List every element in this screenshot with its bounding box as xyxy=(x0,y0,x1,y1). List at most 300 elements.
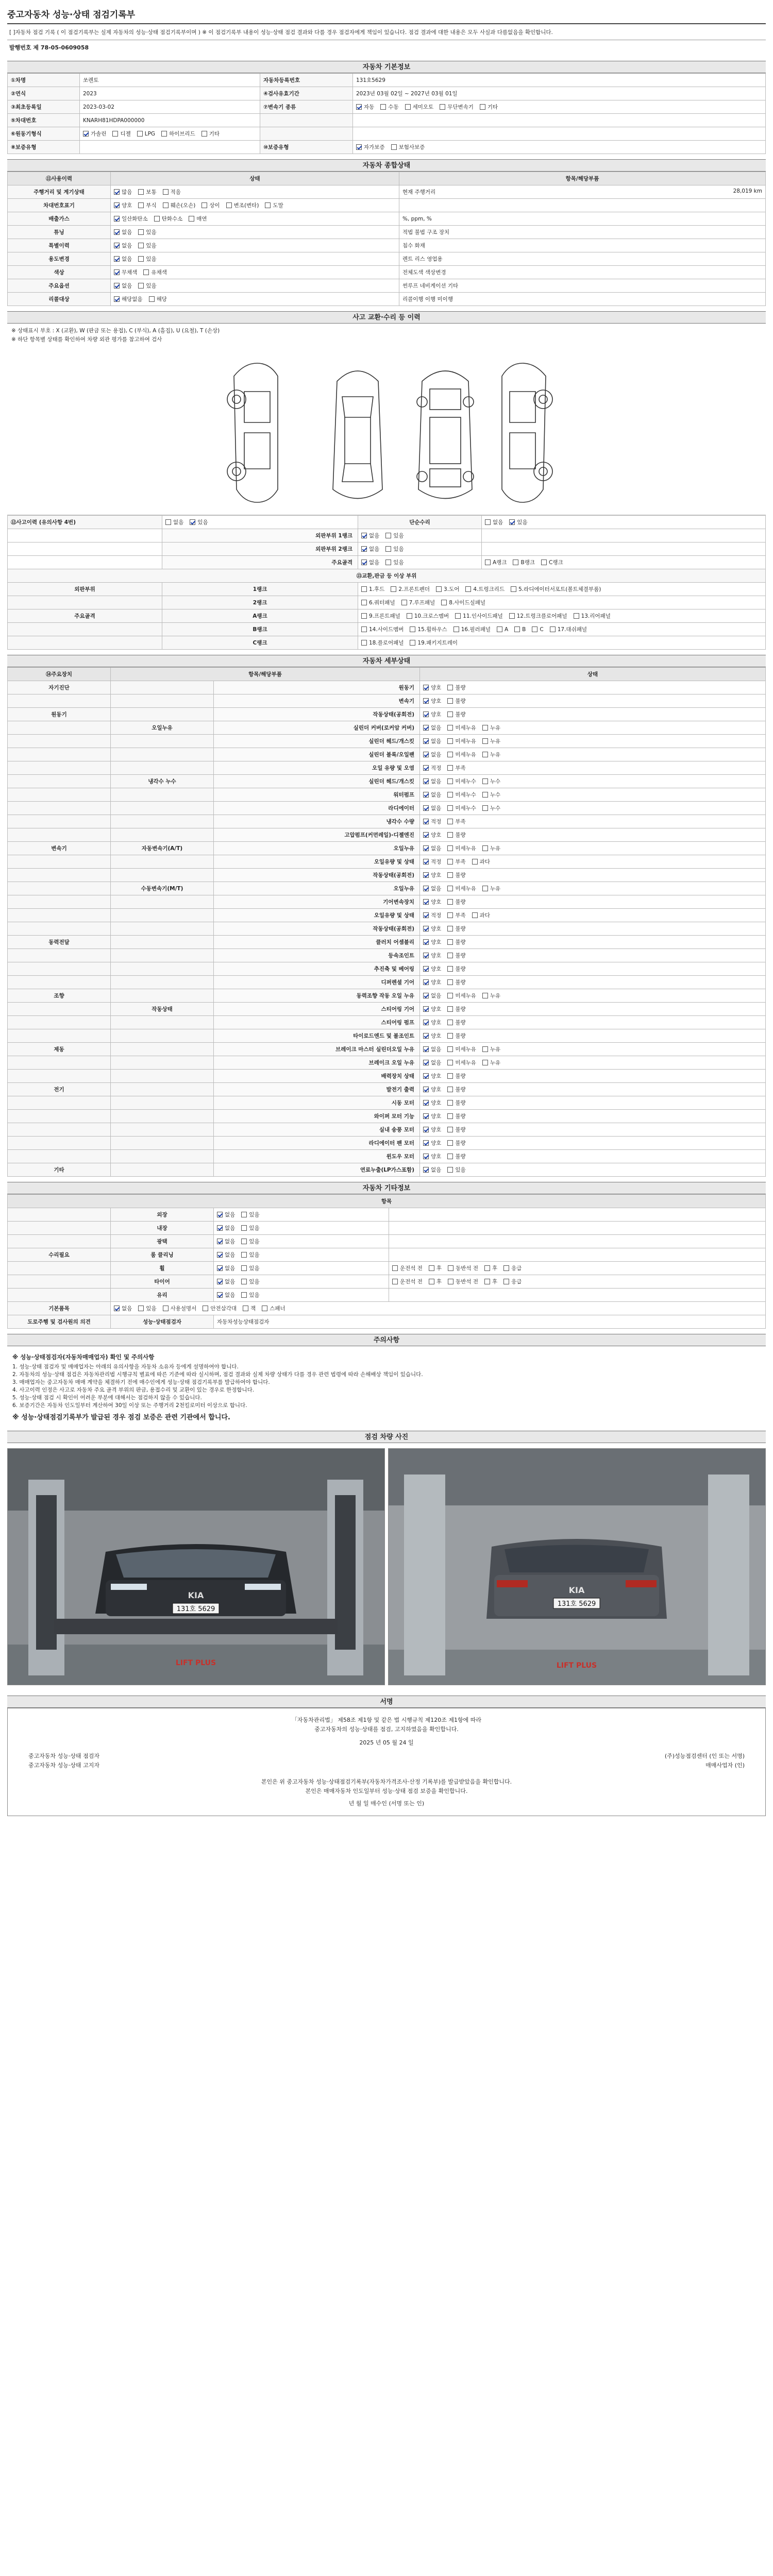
option-label: 미세누유 xyxy=(455,725,476,731)
basic-key: ②연식 xyxy=(8,87,80,100)
option xyxy=(407,612,449,620)
option-label: 해당 xyxy=(156,296,167,302)
option-label: 양호 xyxy=(431,966,442,972)
option xyxy=(226,201,259,209)
option xyxy=(484,1264,497,1272)
option xyxy=(511,585,601,593)
checkbox-checked-icon xyxy=(423,926,429,931)
option xyxy=(436,585,459,593)
parts-rank: C랭크 xyxy=(162,636,358,650)
option-label: 미세누수 xyxy=(455,805,476,811)
detail-col3: 상태 xyxy=(420,668,766,681)
photo-row xyxy=(7,1443,766,1690)
checkbox-icon xyxy=(447,711,453,717)
option xyxy=(447,911,465,919)
option xyxy=(217,1291,235,1299)
basic-value xyxy=(80,141,260,154)
option xyxy=(447,710,465,718)
overall-note: 침수 화재 xyxy=(402,243,425,249)
detail-state xyxy=(420,1150,766,1163)
option-label: 매연 xyxy=(196,216,207,222)
option xyxy=(447,925,465,933)
detail-row xyxy=(8,1016,766,1029)
other-row xyxy=(8,1235,766,1248)
detail-state xyxy=(420,1096,766,1110)
checkbox-icon xyxy=(447,859,453,865)
checkbox-icon xyxy=(440,104,445,110)
option-label: 후 xyxy=(492,1265,498,1272)
option-label: 양호 xyxy=(431,1140,442,1146)
detail-row xyxy=(8,922,766,936)
option xyxy=(423,965,441,973)
option-label: 불량 xyxy=(455,685,466,691)
sign-section-title: 서명 xyxy=(7,1696,766,1708)
parts-rank: B랭크 xyxy=(162,623,358,636)
option xyxy=(447,684,465,691)
overall-key: 용도변경 xyxy=(8,252,111,266)
option xyxy=(423,1072,441,1080)
checkbox-checked-icon xyxy=(423,979,429,985)
option xyxy=(447,1153,465,1160)
basic-key xyxy=(260,127,353,141)
checkbox-icon xyxy=(484,1279,490,1284)
checkbox-icon xyxy=(226,202,232,208)
plate-1: 131호 5629 xyxy=(176,1605,215,1613)
checkbox-icon xyxy=(447,765,453,771)
checkbox-checked-icon xyxy=(423,765,429,771)
checkbox-checked-icon xyxy=(423,685,429,690)
detail-item: 시동 모터 xyxy=(214,1096,420,1110)
detail-sub xyxy=(111,708,214,721)
option-label: 없음 xyxy=(225,1279,236,1285)
car-frame-icon xyxy=(417,371,474,499)
checkbox-checked-icon xyxy=(423,899,429,905)
parts-list xyxy=(358,623,766,636)
option xyxy=(423,764,441,772)
option xyxy=(447,1019,465,1026)
other-key: 광택 xyxy=(111,1235,214,1248)
overall-note: 렌트 리스 영업용 xyxy=(402,256,443,262)
option xyxy=(380,103,398,111)
checkbox-icon xyxy=(262,1306,267,1311)
detail-state xyxy=(420,815,766,828)
option xyxy=(391,585,430,593)
option xyxy=(423,911,441,919)
detail-row xyxy=(8,721,766,735)
option xyxy=(114,268,137,276)
option xyxy=(447,818,465,825)
detail-row xyxy=(8,681,766,694)
option-label: 탄화수소 xyxy=(161,216,183,222)
checkbox-icon xyxy=(165,519,171,525)
option xyxy=(423,684,441,691)
option xyxy=(447,1032,465,1040)
option-label: 11.인사이드패널 xyxy=(463,613,503,619)
detail-sub: 수동변속기(M/T) xyxy=(111,882,214,895)
option-label: 양호 xyxy=(431,926,442,932)
option xyxy=(241,1291,259,1299)
detail-group xyxy=(8,882,111,895)
detail-item: 기어변속장치 xyxy=(214,895,420,909)
detail-sub xyxy=(111,1110,214,1123)
option-label: 18.플로어패널 xyxy=(369,640,404,646)
overall-key: 색상 xyxy=(8,266,111,279)
overall-note: 리콜이행 이행 미이행 xyxy=(402,296,453,302)
option xyxy=(423,1126,441,1133)
option xyxy=(138,188,156,196)
detail-row xyxy=(8,708,766,721)
parts-row xyxy=(8,596,766,609)
tools-value xyxy=(111,1302,766,1315)
other-col: 항목 xyxy=(8,1195,766,1208)
option-label: 없음 xyxy=(225,1265,236,1272)
option xyxy=(114,215,148,223)
checkbox-checked-icon xyxy=(423,819,429,824)
option xyxy=(532,626,543,633)
option xyxy=(401,599,435,606)
checkbox-icon xyxy=(447,912,453,918)
checkbox-icon xyxy=(163,1306,169,1311)
option xyxy=(447,791,476,799)
checkbox-icon xyxy=(511,586,516,592)
detail-item: 변속기 xyxy=(214,694,420,708)
option xyxy=(423,898,441,906)
checkbox-icon xyxy=(447,778,453,784)
parts-group xyxy=(8,636,162,650)
detail-row xyxy=(8,1043,766,1056)
option-label: 없음 xyxy=(431,1167,442,1173)
parts-group-label: ⑬교환,판금 등 이상 부위 xyxy=(8,569,766,583)
option-label: 상이 xyxy=(209,202,220,209)
detail-state xyxy=(420,989,766,1003)
car-side-right-icon xyxy=(502,363,552,502)
detail-sub xyxy=(111,1150,214,1163)
option xyxy=(482,804,500,812)
option-label: 가솔린 xyxy=(91,131,107,137)
detail-group: 변속기 xyxy=(8,842,111,855)
option xyxy=(447,1059,476,1066)
detail-item: 작동상태(공회전) xyxy=(214,922,420,936)
detail-row xyxy=(8,735,766,748)
option xyxy=(392,1264,423,1272)
overall-key: 주요옵션 xyxy=(8,279,111,293)
option xyxy=(423,952,441,959)
basic-value xyxy=(80,127,260,141)
overall-note: 전체도색 색상변경 xyxy=(402,269,446,276)
detail-group xyxy=(8,1003,111,1016)
option-label: 있음 xyxy=(249,1239,260,1245)
detail-group xyxy=(8,721,111,735)
checkbox-icon xyxy=(138,189,144,195)
other-row xyxy=(8,1222,766,1235)
checkbox-checked-icon xyxy=(423,966,429,972)
checkbox-checked-icon xyxy=(423,1167,429,1173)
overall-key: 특별이력 xyxy=(8,239,111,252)
plate-2: 131호 5629 xyxy=(557,1600,596,1608)
checkbox-checked-icon xyxy=(423,752,429,757)
detail-sub xyxy=(111,815,214,828)
detail-item: 클러치 어셈블리 xyxy=(214,936,420,949)
option-label: 있음 xyxy=(146,283,157,289)
option-label: 세미오토 xyxy=(412,104,434,110)
detail-group xyxy=(8,788,111,802)
option-label: 동반석 전 xyxy=(456,1265,478,1272)
detail-row xyxy=(8,802,766,815)
option xyxy=(423,1019,441,1026)
detail-group xyxy=(8,735,111,748)
detail-state xyxy=(420,802,766,815)
option-label: 과다 xyxy=(479,859,490,865)
option xyxy=(423,1099,441,1107)
detail-state xyxy=(420,788,766,802)
checkbox-icon xyxy=(447,685,453,690)
detail-group xyxy=(8,1150,111,1163)
checkbox-icon xyxy=(441,600,447,605)
detail-section-title: 자동차 세부상태 xyxy=(7,655,766,667)
checkbox-icon xyxy=(405,104,411,110)
detail-state xyxy=(420,976,766,989)
checkbox-icon xyxy=(447,979,453,985)
detail-state xyxy=(420,1137,766,1150)
option xyxy=(472,911,490,919)
checkbox-icon xyxy=(391,586,396,592)
option-label: 없음 xyxy=(122,1306,132,1312)
checkbox-icon xyxy=(480,104,485,110)
checkbox-icon xyxy=(138,202,144,208)
checkbox-icon xyxy=(447,872,453,878)
other-group xyxy=(8,1222,111,1235)
detail-sub xyxy=(111,1029,214,1043)
checkbox-icon xyxy=(447,1060,453,1065)
option xyxy=(447,858,465,866)
detail-sub: 자동변속기(A/T) xyxy=(111,842,214,855)
parts-list xyxy=(358,636,766,650)
option-label: 누유 xyxy=(490,752,501,758)
detail-item: 라디에이터 팬 모터 xyxy=(214,1137,420,1150)
checkbox-icon xyxy=(509,613,515,619)
detail-state xyxy=(420,761,766,775)
option xyxy=(448,1264,478,1272)
checkbox-icon xyxy=(149,296,155,302)
option xyxy=(154,215,183,223)
basic-key xyxy=(260,114,353,127)
option-label: 응급 xyxy=(511,1265,522,1272)
detail-sub xyxy=(111,895,214,909)
cert-number xyxy=(7,40,766,56)
option-label: 6.쿼터패널 xyxy=(369,600,395,606)
option-label: 없음 xyxy=(431,752,442,758)
other-section-title: 자동차 기타정보 xyxy=(7,1182,766,1194)
checkbox-checked-icon xyxy=(356,144,362,150)
detail-state xyxy=(420,828,766,842)
option xyxy=(480,103,498,111)
overall-extra xyxy=(399,279,766,293)
checkbox-icon xyxy=(447,1033,453,1039)
opt: 없음 xyxy=(173,519,184,526)
checkbox-icon xyxy=(385,546,391,552)
checkbox-icon xyxy=(482,1046,488,1052)
parts-group xyxy=(8,596,162,609)
detail-state xyxy=(420,1043,766,1056)
overall-section-title: 자동차 종합상태 xyxy=(7,159,766,172)
option xyxy=(114,282,132,290)
checkbox-icon xyxy=(391,144,397,150)
checkbox-checked-icon xyxy=(423,832,429,838)
option xyxy=(447,844,476,852)
option xyxy=(241,1264,259,1272)
option xyxy=(241,1238,259,1245)
checkbox-icon xyxy=(447,1167,453,1173)
detail-item: 윈도우 모터 xyxy=(214,1150,420,1163)
notes-heading: ※ 성능·상태점검자(자동차매매업자) 확인 및 주의사항 xyxy=(12,1353,155,1361)
option-label: 없음 xyxy=(431,993,442,999)
option xyxy=(497,626,508,633)
checkbox-checked-icon xyxy=(423,778,429,784)
opt: 있음 xyxy=(197,519,208,526)
checkbox-checked-icon xyxy=(361,533,367,538)
detail-group: 원동기 xyxy=(8,708,111,721)
option-label: 누유 xyxy=(490,1060,501,1066)
option xyxy=(447,1005,465,1013)
checkbox-icon xyxy=(447,725,453,731)
option-label: 변조(변타) xyxy=(233,202,259,209)
parts-row xyxy=(8,623,766,636)
checkbox-checked-icon xyxy=(423,886,429,891)
other-group xyxy=(8,1235,111,1248)
other-key: 룸 클리닝 xyxy=(111,1248,214,1262)
detail-item: 디퍼렌셜 기어 xyxy=(214,976,420,989)
option xyxy=(447,1166,465,1174)
checkbox-checked-icon xyxy=(217,1225,223,1231)
option-label: 19.패키지트레이 xyxy=(417,640,458,646)
option xyxy=(163,188,181,196)
overall-row xyxy=(8,185,766,199)
option-label: 불량 xyxy=(455,1087,466,1093)
option-label: 불량 xyxy=(455,1006,466,1012)
option xyxy=(423,777,441,785)
checkbox-icon xyxy=(447,1100,453,1106)
option-label: 12.트렁크플로어패널 xyxy=(516,613,567,619)
detail-group xyxy=(8,1137,111,1150)
checkbox-icon xyxy=(447,886,453,891)
option-label: 양호 xyxy=(431,685,442,691)
detail-state xyxy=(420,882,766,895)
option-label: 없음 xyxy=(225,1225,236,1231)
checkbox-checked-icon xyxy=(423,725,429,731)
option-label: 부족 xyxy=(455,819,466,825)
checkbox-icon xyxy=(447,1020,453,1025)
detail-item: 브레이크 마스터 실린더오일 누유 xyxy=(214,1043,420,1056)
option-label: 보험사보증 xyxy=(398,144,425,150)
checkbox-checked-icon xyxy=(423,711,429,717)
option xyxy=(161,130,195,138)
option-label: 4.트렁크리드 xyxy=(473,586,505,592)
option-label: 없음 xyxy=(369,546,380,552)
other-note xyxy=(389,1222,766,1235)
detail-row xyxy=(8,694,766,708)
option xyxy=(137,131,155,137)
detail-state xyxy=(420,1083,766,1096)
other-key: 휠 xyxy=(111,1262,214,1275)
detail-group xyxy=(8,1070,111,1083)
overall-value xyxy=(111,293,399,306)
other-note xyxy=(389,1275,766,1289)
checkbox-checked-icon xyxy=(423,1154,429,1159)
parts-group: 주요골격 xyxy=(8,609,162,623)
detail-row xyxy=(8,869,766,882)
option-label: 양호 xyxy=(431,711,442,718)
detail-group xyxy=(8,1110,111,1123)
detail-item: 타이로드엔드 및 볼조인트 xyxy=(214,1029,420,1043)
option xyxy=(541,558,563,566)
option-label: 해당없음 xyxy=(122,296,143,302)
basic-row xyxy=(8,114,766,127)
option-label: 후 xyxy=(436,1265,442,1272)
detail-state xyxy=(420,922,766,936)
detail-group: 기타 xyxy=(8,1163,111,1177)
checkbox-icon xyxy=(161,131,167,137)
option xyxy=(217,1224,235,1232)
other-row xyxy=(8,1275,766,1289)
parts-rank: 1랭크 xyxy=(162,583,358,596)
option xyxy=(217,1251,235,1259)
checkbox-icon xyxy=(447,845,453,851)
detail-state xyxy=(420,869,766,882)
detail-group xyxy=(8,694,111,708)
checkbox-icon xyxy=(447,1073,453,1079)
option xyxy=(447,898,465,906)
other-note xyxy=(389,1235,766,1248)
option-label: 누유 xyxy=(490,1046,501,1053)
detail-group xyxy=(8,909,111,922)
checkbox-checked-icon xyxy=(423,1033,429,1039)
checkbox-checked-icon xyxy=(423,792,429,798)
option xyxy=(448,1278,478,1285)
basic-row xyxy=(8,100,766,114)
option-label: 양호 xyxy=(431,1073,442,1079)
checkbox-icon xyxy=(574,613,579,619)
checkbox-icon xyxy=(143,269,149,275)
detail-item: 스티어링 펌프 xyxy=(214,1016,420,1029)
detail-item: 오일누유 xyxy=(214,842,420,855)
option xyxy=(385,558,404,566)
option-label: 있음 xyxy=(249,1279,260,1285)
option-label: 양호 xyxy=(431,1020,442,1026)
option xyxy=(429,1278,442,1285)
option xyxy=(114,242,132,249)
basic-table xyxy=(7,73,766,154)
option xyxy=(423,885,441,892)
car-outline-svg xyxy=(7,350,766,510)
car-top-icon xyxy=(333,371,382,499)
option xyxy=(423,871,441,879)
checkbox-checked-icon xyxy=(423,1073,429,1079)
option-label: 불량 xyxy=(455,1073,466,1079)
option xyxy=(361,639,404,647)
detail-state xyxy=(420,775,766,788)
detail-row xyxy=(8,895,766,909)
parts-rank: 2랭크 xyxy=(162,596,358,609)
option xyxy=(423,818,441,825)
detail-row xyxy=(8,815,766,828)
detail-col2: 항목/해당부품 xyxy=(111,668,420,681)
checkbox-icon xyxy=(189,216,194,222)
option xyxy=(423,1005,441,1013)
checkbox-icon xyxy=(447,1087,453,1092)
car-rear-image xyxy=(389,1449,766,1685)
notes-emphasis: ※ 성능·상태점검기록부가 발급된 경우 점검 보증은 관련 기관에서 합니다. xyxy=(12,1414,230,1421)
sign-buyer: 년 월 일 매수인 (서명 또는 인) xyxy=(348,1800,425,1807)
